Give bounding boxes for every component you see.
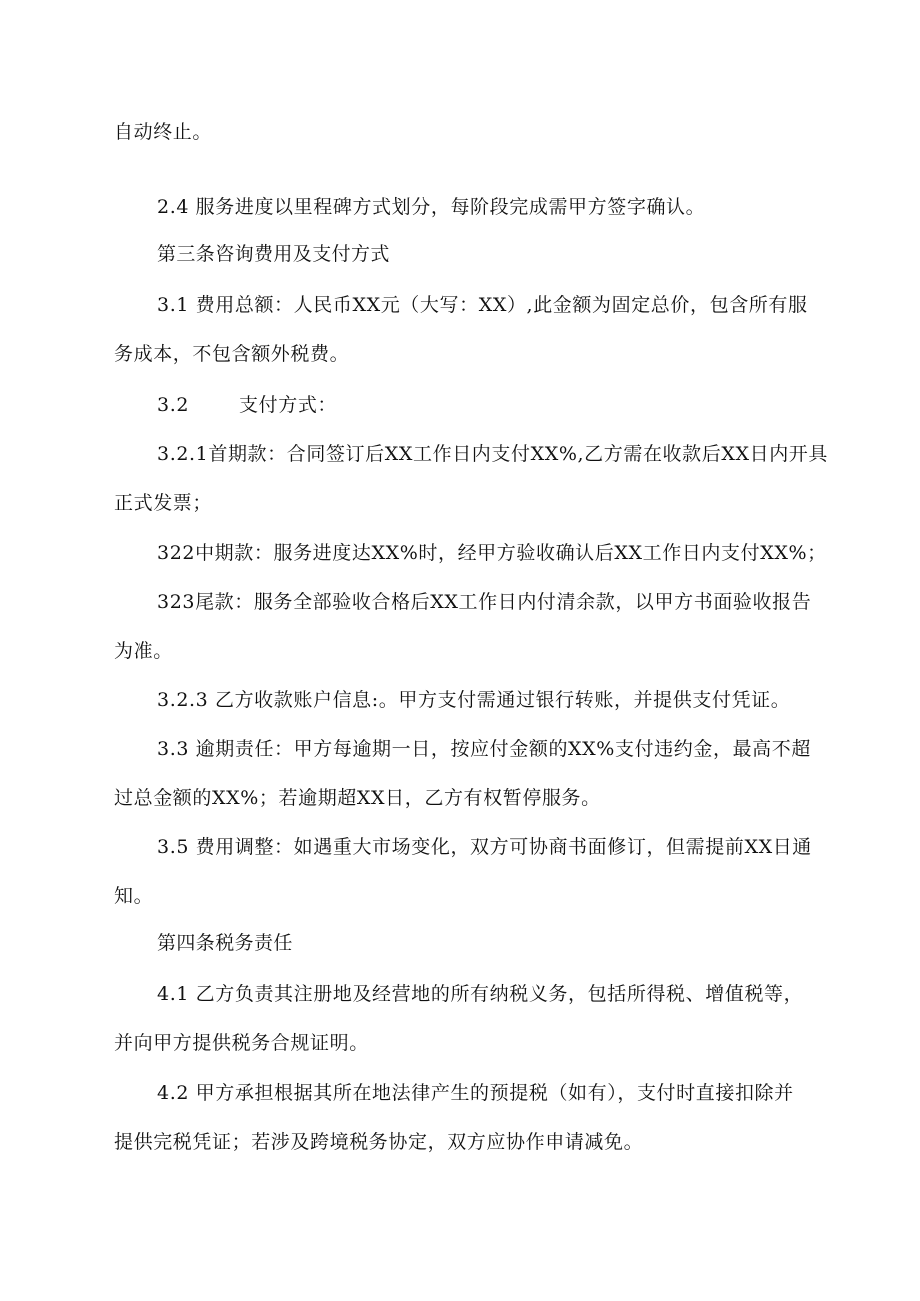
clause-4-2-line-1: 4.2 甲方承担根据其所在地法律产生的预提税（如有），支付时直接扣除并 xyxy=(157,1082,794,1104)
clause-3-3-line-1: 3.3 逾期责任：甲方每逾期一日，按应付金额的XX%支付违约金，最高不超 xyxy=(157,738,811,760)
clause-3-2-text: 支付方式： xyxy=(239,394,338,416)
clause-323-line-2: 为准。 xyxy=(114,640,173,662)
clause-323-line-1: 323尾款：服务全部验收合格后XX工作日内付清余款，以甲方书面验收报告 xyxy=(157,591,812,613)
clause-3-5-line-2: 知。 xyxy=(114,885,154,907)
clause-3-1-line-2: 务成本，不包含额外税费。 xyxy=(114,343,350,365)
clause-4-2-line-2: 提供完税凭证；若涉及跨境税务协定，双方应协作申请减免。 xyxy=(114,1131,644,1153)
clause-2-4: 2.4 服务进度以里程碑方式划分，每阶段完成需甲方签字确认。 xyxy=(157,196,706,218)
clause-4-1-line-1: 4.1 乙方负责其注册地及经营地的所有纳税义务，包括所得税、增值税等， xyxy=(157,983,804,1005)
clause-3-1-line-1: 3.1 费用总额：人民币XX元（大写：XX）,此金额为固定总价，包含所有服 xyxy=(157,294,808,316)
clause-3-2-1-line-2: 正式发票； xyxy=(114,492,213,514)
clause-3-2-3: 3.2.3 乙方收款账户信息:。甲方支付需通过银行转账，并提供支付凭证。 xyxy=(157,689,791,711)
clause-3-3-line-2: 过总金额的XX%；若逾期超XX日，乙方有权暂停服务。 xyxy=(114,787,601,809)
clause-3-2-1-line-1: 3.2.1首期款：合同签订后XX工作日内支付XX%,乙方需在收款后XX日内开具 xyxy=(157,443,828,465)
clause-4-1-line-2: 并向甲方提供税务合规证明。 xyxy=(114,1032,369,1054)
article-3-heading: 第三条咨询费用及支付方式 xyxy=(157,243,390,265)
paragraph-continuation-line: 自动终止。 xyxy=(114,121,213,143)
clause-3-5-line-1: 3.5 费用调整：如遇重大市场变化，双方可协商书面修订，但需提前XX日通 xyxy=(157,836,812,858)
clause-3-2-number: 3.2 xyxy=(157,394,190,416)
article-4-heading: 第四条税务责任 xyxy=(157,932,293,954)
clause-3-2 xyxy=(157,391,817,419)
clause-322: 322中期款：服务进度达XX%时，经甲方验收确认后XX工作日内支付XX%； xyxy=(157,542,827,564)
